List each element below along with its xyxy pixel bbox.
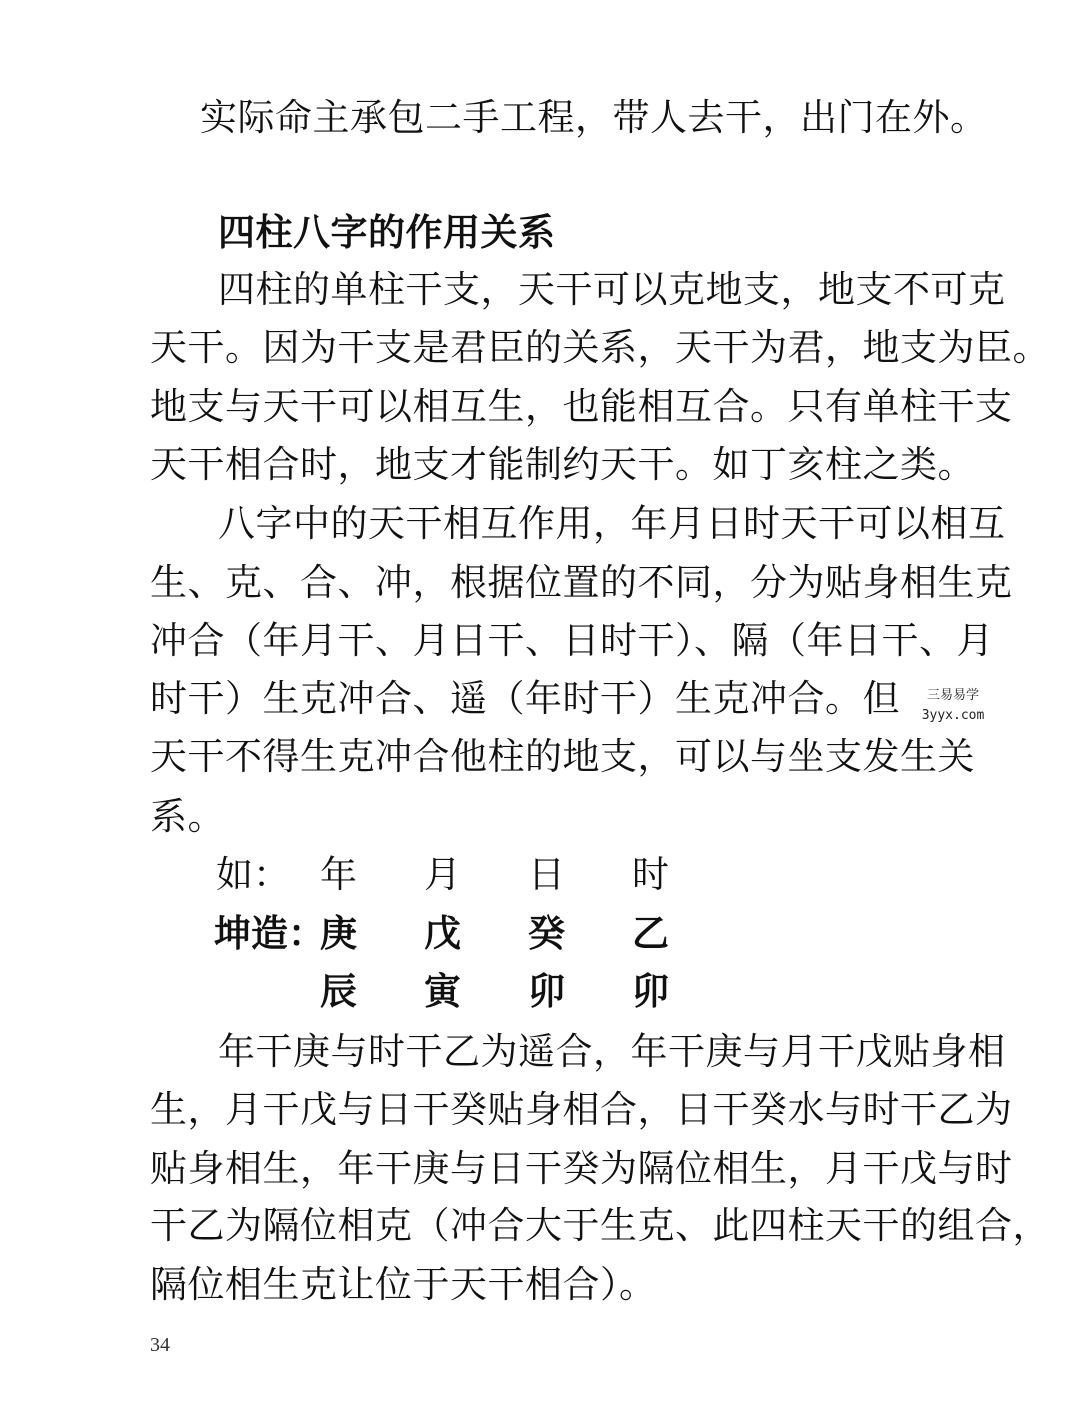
branch-day: 卯 xyxy=(528,970,565,1013)
header-hour: 时 xyxy=(632,853,669,896)
watermark-line: 三易易学 xyxy=(926,688,979,703)
text-line: 冲合（年月干、月日干、日时干）、隔（年日干、月 xyxy=(150,619,994,662)
stem-day: 癸 xyxy=(528,912,565,955)
watermark xyxy=(908,686,998,726)
text-line: 干乙为隔位相克（冲合大于生克、此四柱天干的组合， xyxy=(150,1204,1050,1247)
branch-hour: 卯 xyxy=(632,970,669,1013)
text-line: 生，月干戊与日干癸贴身相合，日干癸水与时干乙为 xyxy=(150,1088,1013,1131)
watermark-line: 3yyx.com xyxy=(921,708,985,723)
header-month: 月 xyxy=(424,853,461,896)
text-line: 八字中的天干相互作用，年月日时天干可以相互 xyxy=(218,502,1006,545)
example-label: 如： xyxy=(216,853,290,896)
text-line: 隔位相生克让位于天干相合）。 xyxy=(150,1263,657,1306)
branch-year: 辰 xyxy=(320,970,357,1013)
stem-hour: 乙 xyxy=(632,912,669,955)
text-line: 天干相合时，地支才能制约天干。如丁亥柱之类。 xyxy=(150,443,975,486)
text-line: 四柱的单柱干支，天干可以克地支，地支不可克 xyxy=(218,268,1006,311)
text-line: 贴身相生，年干庚与日干癸为隔位相生，月干戊与时 xyxy=(150,1147,1013,1190)
text-line: 年干庚与时干乙为遥合，年干庚与月干戊贴身相 xyxy=(218,1030,1006,1073)
stem-month: 戊 xyxy=(424,912,461,955)
text-line: 生、克、合、冲，根据位置的不同，分为贴身相生克 xyxy=(150,561,1013,604)
branch-month: 寅 xyxy=(424,970,461,1013)
text-line: 时干）生克冲合、遥（年时干）生克冲合。但 xyxy=(150,677,900,720)
text-line: 实际命主承包二手工程，带人去干，出门在外。 xyxy=(200,96,988,139)
header-day: 日 xyxy=(528,853,565,896)
text-line: 天干。因为干支是君臣的关系，天干为君，地支为臣。 xyxy=(150,326,1050,369)
row-label: 坤造： xyxy=(214,912,325,955)
text-line: 地支与天干可以相互生，也能相互合。只有单柱干支 xyxy=(150,385,1013,428)
section-heading: 四柱八字的作用关系 xyxy=(218,211,556,254)
text-line: 系。 xyxy=(150,795,225,838)
stem-year: 庚 xyxy=(320,912,357,955)
header-year: 年 xyxy=(320,853,357,896)
text-line: 天干不得生克冲合他柱的地支，可以与坐支发生关 xyxy=(150,735,975,778)
page-number: 34 xyxy=(150,1334,170,1356)
